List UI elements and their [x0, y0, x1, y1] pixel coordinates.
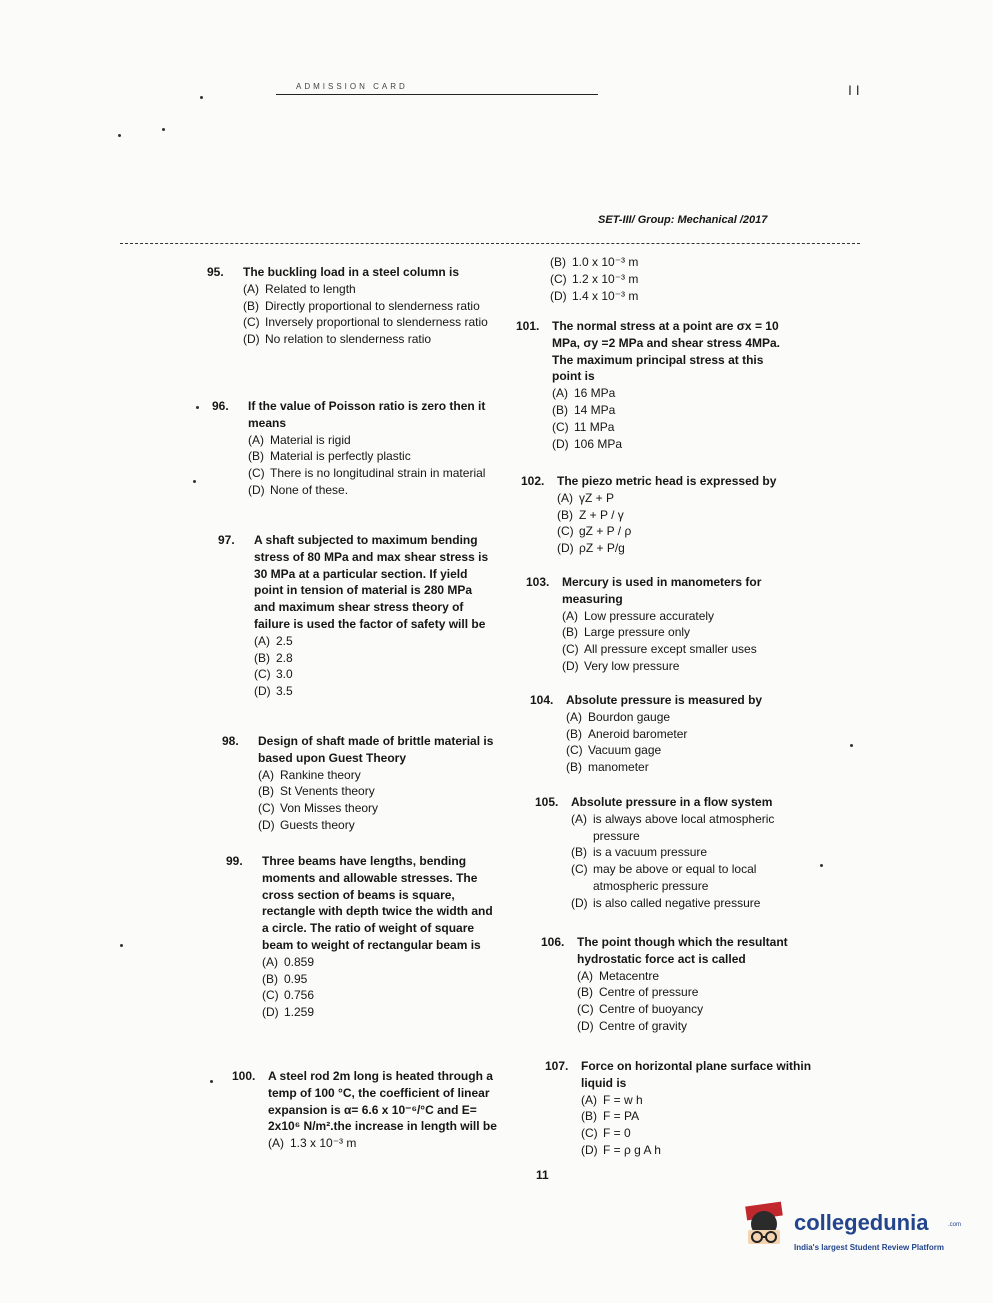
- question-99: [226, 853, 498, 1021]
- question-stem: Three beams have lengths, bending moments and allowable stresses. The cross section of beams is square, rectangle with depth twice the width and a circle. The ratio of weight of square beam to weight of rectangular beam is: [262, 854, 493, 952]
- option-a: (A) Related to length: [243, 281, 356, 296]
- question-stem: Mercury is used in manometers for measuring: [562, 575, 762, 606]
- option-b: (B) Large pressure only: [562, 625, 691, 640]
- question-stem: Force on horizontal plane surface within liquid is: [581, 1059, 812, 1090]
- option-a: (A) Material is rigid: [248, 432, 351, 447]
- scan-speck: [820, 864, 823, 867]
- question-number: 99.: [226, 854, 243, 868]
- option-d: (D) Very low pressure: [562, 658, 680, 673]
- question-number: 97.: [218, 533, 235, 547]
- question-number: 96.: [212, 399, 229, 413]
- question-number: 101.: [516, 319, 540, 333]
- question-107: [545, 1058, 821, 1159]
- option-d: (D) None of these.: [248, 482, 349, 497]
- question-number: 98.: [222, 734, 239, 748]
- option-b: (B) Material is perfectly plastic: [248, 449, 411, 464]
- option-c: (C) Vacuum gage: [566, 743, 662, 758]
- option-d: (D) F = ρ g A h: [581, 1142, 661, 1157]
- question-stem: A shaft subjected to maximum bending stress of 80 MPa and max shear stress is 30 MPa at a particular section. If yield point in tension of material is 280 MPa and maximum shear stress theory of failure is used the factor of safety will be: [254, 533, 489, 631]
- logo-tagline: India's largest Student Review Platform: [794, 1243, 944, 1252]
- option-d: (D) Centre of gravity: [577, 1018, 688, 1033]
- option-c: (C) Von Misses theory: [258, 801, 379, 816]
- option-b: (B) is a vacuum pressure: [571, 845, 708, 860]
- option-d: (D) 1.259: [262, 1005, 315, 1020]
- option-b: (B) 0.95: [262, 971, 308, 986]
- corner-marks: I I: [848, 82, 860, 98]
- question-number: 105.: [535, 795, 559, 809]
- question-number: 95.: [207, 265, 224, 279]
- question-100: [232, 1068, 504, 1152]
- option-c: (C) Inversely proportional to slenderness ratio: [243, 315, 488, 330]
- option-c: (C) Centre of buoyancy: [577, 1002, 704, 1017]
- option-c: (C) All pressure except smaller uses: [562, 642, 757, 657]
- page-header: SET-III/ Group: Mechanical /2017: [598, 214, 768, 226]
- graduate-mascot-icon: [738, 1200, 790, 1260]
- scan-speck: [196, 406, 199, 409]
- question-97: [218, 532, 492, 700]
- scan-speck: [210, 1080, 213, 1083]
- question-101: [516, 318, 792, 452]
- question-96: [212, 398, 488, 499]
- option-d: (D) 106 MPa: [552, 436, 623, 451]
- scan-speck: [193, 480, 196, 483]
- option-c: (C) gZ + P / ρ: [557, 524, 632, 539]
- option-d: (D) No relation to slenderness ratio: [243, 332, 432, 347]
- question-number: 107.: [545, 1059, 569, 1073]
- question-100-continued: [550, 254, 750, 304]
- question-stem: If the value of Poisson ratio is zero then it means: [248, 399, 486, 430]
- collegedunia-logo: [738, 1200, 960, 1262]
- option-a: (A) γZ + P: [557, 490, 615, 505]
- option-b: (B) Centre of pressure: [577, 985, 699, 1000]
- header-divider: [120, 243, 860, 244]
- option-c: (C) may be above or equal to local atmospheric pressure: [571, 862, 757, 893]
- option-b: (B) 2.8: [254, 650, 293, 665]
- question-stem: The normal stress at a point are σx = 10 MPa, σy =2 MPa and shear stress 4MPa. The maximum principal stress at this point is: [552, 319, 780, 384]
- option-d: (D) 3.5: [254, 684, 293, 699]
- option-a: (A) Metacentre: [577, 968, 660, 983]
- option-b: (B) 1.0 x 10⁻³ m: [550, 255, 639, 269]
- scan-speck: [850, 744, 853, 747]
- question-102: [521, 473, 797, 557]
- option-b: (B) Z + P / γ: [557, 507, 624, 522]
- option-d: (D) ρZ + P/g: [557, 541, 625, 556]
- question-98: [222, 733, 496, 834]
- question-stem: The buckling load in a steel column is: [243, 265, 460, 279]
- option-a: (A) Rankine theory: [258, 767, 361, 782]
- option-b: (B) F = PA: [581, 1109, 640, 1124]
- option-b: (B) 14 MPa: [552, 402, 616, 417]
- question-stem: The piezo metric head is expressed by: [557, 474, 777, 488]
- question-stem: Absolute pressure in a flow system: [571, 795, 773, 809]
- option-c: (C) There is no longitudinal strain in material: [248, 466, 486, 481]
- logo-wordmark: collegedunia: [794, 1210, 929, 1235]
- option-c: (C) 11 MPa: [552, 419, 615, 434]
- option-a: (A) 16 MPa: [552, 386, 616, 401]
- option-a: (A) is always above local atmospheric pressure: [571, 811, 775, 843]
- question-number: 104.: [530, 693, 554, 707]
- scan-speck: [118, 134, 121, 137]
- top-strip: [276, 82, 598, 95]
- question-number: 103.: [526, 575, 550, 589]
- question-103: [526, 574, 802, 675]
- question-number: 100.: [232, 1069, 256, 1083]
- option-a: (A) Low pressure accurately: [562, 608, 715, 623]
- question-stem: Absolute pressure is measured by: [566, 693, 763, 707]
- question-number: 102.: [521, 474, 545, 488]
- option-a: (A) 0.859: [262, 954, 315, 969]
- option-d: (D) Guests theory: [258, 817, 355, 832]
- page-number: 11: [536, 1168, 549, 1182]
- question-104: [530, 692, 806, 776]
- option-c: (C) 3.0: [254, 667, 293, 682]
- option-c: (C) F = 0: [581, 1126, 631, 1141]
- option-d: (B) manometer: [566, 760, 649, 775]
- question-105: [535, 794, 811, 912]
- question-number: 106.: [541, 935, 565, 949]
- option-d: (D) 1.4 x 10⁻³ m: [550, 288, 639, 303]
- question-95: [207, 264, 493, 348]
- option-b: (B) St Venents theory: [258, 784, 375, 799]
- option-a: (A) Bourdon gauge: [566, 709, 671, 724]
- top-strip-text: ADMISSION CARD: [296, 82, 408, 91]
- scan-speck: [162, 128, 165, 131]
- option-b: (B) Directly proportional to slenderness ratio: [243, 298, 480, 313]
- logo-domain: .com: [948, 1222, 962, 1228]
- option-a: (A) F = w h: [581, 1092, 643, 1107]
- option-a: (A) 1.3 x 10⁻³ m: [268, 1136, 357, 1151]
- option-d: (D) is also called negative pressure: [571, 895, 761, 910]
- question-106: [541, 934, 817, 1035]
- option-c: (C) 0.756: [262, 988, 315, 1003]
- question-stem: The point though which the resultant hydrostatic force act is called: [577, 935, 788, 966]
- scan-speck: [200, 96, 203, 99]
- option-c: (C) 1.2 x 10⁻³ m: [550, 271, 639, 286]
- question-stem: Design of shaft made of brittle material is based upon Guest Theory: [258, 734, 494, 765]
- option-a: (A) 2.5: [254, 633, 293, 648]
- question-stem: A steel rod 2m long is heated through a temp of 100 °C, the coefficient of linear expansion is α= 6.6 x 10⁻⁶/°C and E= 2x10⁶ N/m².the increase in length will be: [268, 1069, 497, 1134]
- option-b: (B) Aneroid barometer: [566, 726, 688, 741]
- scan-speck: [120, 944, 123, 947]
